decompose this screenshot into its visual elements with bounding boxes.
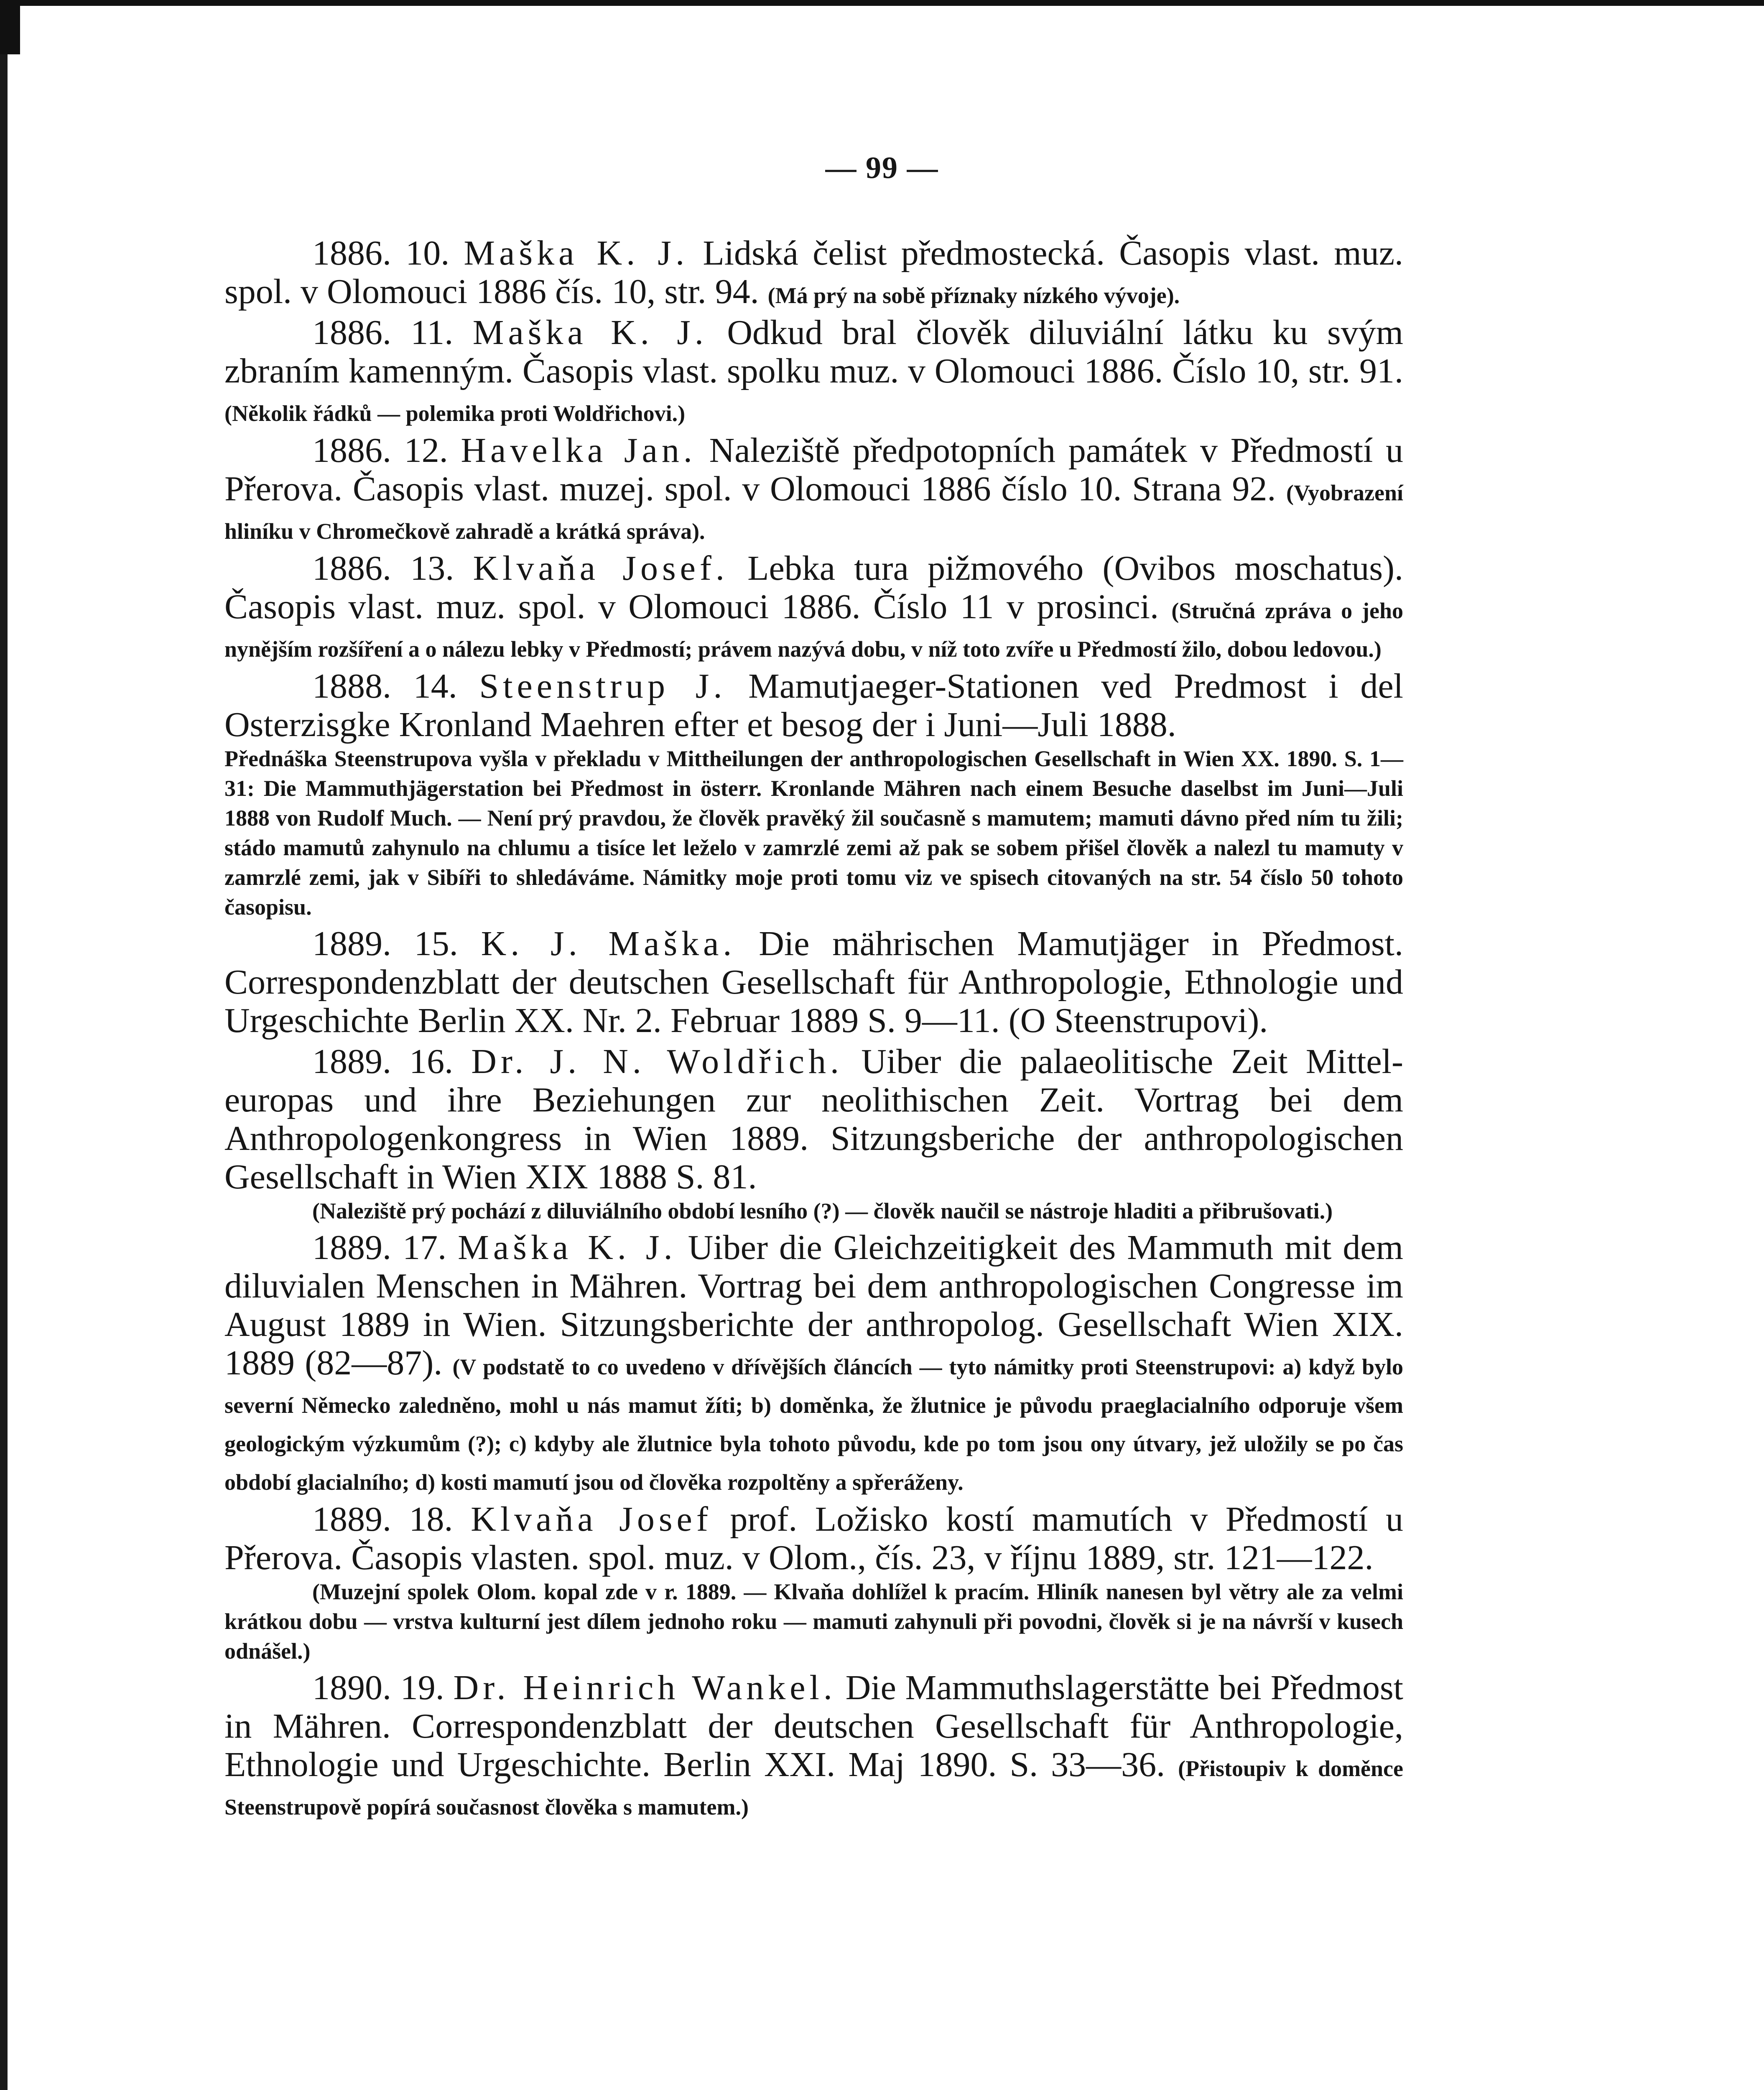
entry-author: Havelka Jan. xyxy=(461,431,696,470)
entry-lead: 1886. 13. xyxy=(312,549,473,588)
entry-note: (Muzejní spolek Olom. kopal zde v r. 1889. — Klvaňa dohlížel k pracím. Hliník nanesen byl větry ale za velmi krátkou dobu — vrstva kulturní jest dílem jednoho roku — mamuti zahynuli při povodni, člověk si je na návrší v kusech odnášel.) xyxy=(224,1579,1403,1664)
bibliography-entry-14 xyxy=(224,667,1403,922)
bibliography-entry-18 xyxy=(224,1500,1403,1666)
bibliography-entry-10 xyxy=(224,234,1403,311)
entry-author: K. J. Maška. xyxy=(481,924,736,963)
entry-body: Die Mammuthslagerstätte bei Předmost in Mähren. Correspondenzblatt der deutschen Gesellschaft für Anthropologie, Ethnologie und Urgeschichte. Berlin XXI. Maj 1890. S. 33—36. xyxy=(224,1668,1403,1784)
bibliography-entry-15 xyxy=(224,925,1403,1040)
entry-body: Mamutjaeger-Stationen ved Predmost i del Osterzisgke Kronland Maehren efter et besog der i Juni—Juli 1888. xyxy=(224,667,1404,744)
entry-body: Lidská čelist předmostecká. Časopis vlast. muz. spol. v Olomouci 1886 čís. 10, str. 94. xyxy=(224,234,1403,311)
entry-lead: 1889. 18. xyxy=(312,1500,471,1539)
entry-note: (Má prý na sobě příznaky nízkého vývoje). xyxy=(767,283,1180,308)
entry-lead: 1889. 15. xyxy=(312,924,481,963)
scan-corner-mark xyxy=(0,0,20,54)
page-number: — 99 — xyxy=(825,151,939,185)
entry-author: Klvaňa Josef. xyxy=(473,549,729,588)
entry-body: Uiber die Gleichzeitigkeit des Mammuth mit dem diluvialen Menschen in Mähren. Vortrag bei dem anthropologischen Congresse im August 1889 in Wien. Sitzungsberichte der anthropolog. Gesellschaft Wien XIX. 1889 (82—87). xyxy=(224,1228,1404,1382)
bibliography-entry-13 xyxy=(224,549,1403,665)
entry-note: (Naleziště prý pochází z diluviálního období lesního (?) — člověk naučil se nástroje hladiti a přibrušovati.) xyxy=(312,1198,1333,1223)
entry-author: Dr. Heinrich Wankel. xyxy=(453,1668,836,1707)
entry-body: Lebka tura pižmového (Ovibos moschatus). Časopis vlast. muz. spol. v Olomouci 1886. Číslo 11 v prosinci. xyxy=(224,549,1404,626)
entry-author: Maška K. J. xyxy=(464,234,689,273)
bibliography-entry-19 xyxy=(224,1669,1403,1822)
bibliography-entry-16 xyxy=(224,1042,1403,1226)
entry-note: Přednáška Steenstrupova vyšla v překladu v Mittheilungen der anthropologischen Gesellschaft in Wien XX. 1890. S. 1—31: Die Mammuthjägerstation bei Předmost in österr. Kronlande Mähren nach einem Besuche daselbst im Juni—Juli 1888 von Rudolf Much. — Není prý pravdou, že člověk pravěký žil současně s mamutem; mamuti dávno před ním tu žili; stádo mamutů zahynulo na chlumu a tisíce let leželo v zamrzlé zemi až pak se sobem přišel člověk a nalezl tu mamuty v zamrzlé zemi, jak v Sibíři to shledáváme. Námitky moje proti tomu viz ve spisech citovaných na str. 54 číslo 50 tohoto časopisu. xyxy=(224,746,1403,920)
entry-author: Maška K. J. xyxy=(458,1228,677,1267)
entry-body: Naleziště předpotopních památek v Předmostí u Přerova. Časopis vlast. muzej. spol. v Olomouci 1886 číslo 10. Strana 92. xyxy=(224,431,1404,508)
entry-lead: 1888. 14. xyxy=(312,667,479,706)
bibliography-text xyxy=(224,234,1403,1825)
bibliography-entry-12 xyxy=(224,431,1403,547)
entry-note: (Stručná zpráva o jeho nynějším rozšíření a o nálezu lebky v Předmostí; právem nazývá dobu, v níž toto zvíře u Předmostí žilo, dobou ledovou.) xyxy=(224,598,1403,662)
entry-note: (V podstatě to co uvedeno v dřívějších článcích — tyto námitky proti Steenstrupovi: a) když bylo severní Německo zaledněno, mohl u nás mamut žíti; b) doměnka, že žlutnice je původu praeglacialního odporuje všem geologickým výzkumům (?); c) kdyby ale žlutnice byla tohoto původu, kde po tom jsou ony útvary, jež uložily se po čas období glacialního; d) kosti mamutí jsou od člověka rozpoltěny a spřeráženy. xyxy=(224,1354,1403,1495)
entry-lead: 1886. 10. xyxy=(312,234,464,273)
entry-lead: 1890. 19. xyxy=(312,1668,454,1707)
entry-note: (Vyobrazení hliníku v Chromečkově zahradě a krátká správa). xyxy=(224,480,1403,544)
entry-body: Odkud bral člověk diluviální látku ku svým zbraním kamenným. Časopis vlast. spolku muz. v Olomouci 1886. Číslo 10, str. 91. xyxy=(224,313,1404,390)
entry-lead: 1886. 12. xyxy=(312,431,461,470)
entry-body: Uiber die palaeolitische Zeit Mittel-europas und ihre Beziehungen zur neolithischen Zeit. Vortrag bei dem Anthropologenkongress in Wien 1889. Sitzungsberiche der anthropologischen Gesellschaft in Wien XIX 1888 S. 81. xyxy=(224,1042,1403,1196)
scan-border-left xyxy=(0,0,8,2090)
entry-note: (Několik řádků — polemika proti Woldřichovi.) xyxy=(224,401,686,426)
entry-author: Klvaňa Josef xyxy=(471,1500,712,1539)
entry-lead: 1886. 11. xyxy=(312,313,473,352)
entry-note: (Přistoupiv k doměnce Steenstrupově popírá současnost člověka s mamutem.) xyxy=(224,1756,1403,1820)
scan-border-top xyxy=(0,0,1764,6)
entry-body: Die mährischen Mamutjäger in Předmost. Correspondenzblatt der deutschen Gesellschaft für Anthropologie, Ethnologie und Urgeschichte Berlin XX. Nr. 2. Februar 1889 S. 9—11. (O Steenstrupovi). xyxy=(224,924,1403,1040)
bibliography-entry-17 xyxy=(224,1229,1403,1498)
entry-author: Dr. J. N. Woldřich. xyxy=(471,1042,844,1081)
entry-author: Steenstrup J. xyxy=(479,667,727,706)
entry-lead: 1889. 16. xyxy=(312,1042,472,1081)
entry-body: prof. Ložisko kostí mamutích v Předmostí u Přerova. Časopis vlasten. spol. muz. v Olom., čís. 23, v říjnu 1889, str. 121—122. xyxy=(224,1500,1404,1577)
entry-author: Maška K. J. xyxy=(472,313,708,352)
entry-lead: 1889. 17. xyxy=(312,1228,458,1267)
bibliography-entry-11 xyxy=(224,314,1403,429)
